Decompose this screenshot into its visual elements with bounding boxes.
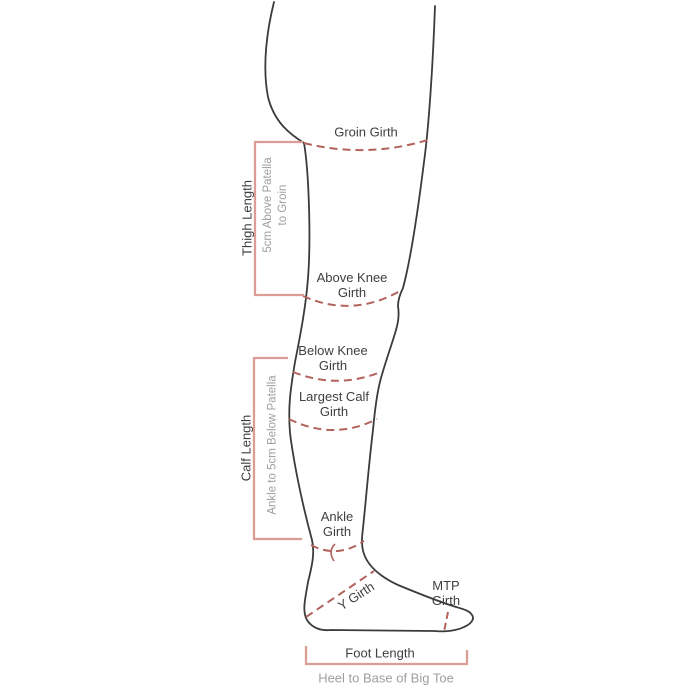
calf-length-sublabel: Ankle to 5cm Below Patella xyxy=(266,375,279,515)
thigh-length-sublabel-line2: to Groin xyxy=(277,184,289,226)
above-knee-girth-label-line2: Girth xyxy=(337,285,367,300)
ankle-mark xyxy=(331,544,335,561)
mtp-girth-line xyxy=(444,612,448,632)
ankle-girth-label-line2: Girth xyxy=(322,524,352,539)
above-knee-girth-label-line1: Above Knee xyxy=(316,270,388,285)
below-knee-girth-label-line1: Below Knee xyxy=(298,343,368,358)
largest-calf-girth-label xyxy=(299,389,369,419)
largest-calf-girth-label-line2: Girth xyxy=(319,404,349,419)
foot-length-label: Foot Length xyxy=(345,645,415,661)
below-knee-girth-label-line2: Girth xyxy=(318,358,348,373)
mtp-girth-label xyxy=(432,578,460,608)
largest-calf-girth-label-line1: Largest Calf xyxy=(298,389,370,404)
ankle-girth-label-line1: Ankle xyxy=(320,509,354,524)
below-knee-girth-line xyxy=(293,372,378,381)
mtp-girth-label-line1: MTP xyxy=(432,578,460,593)
above-knee-girth-label xyxy=(317,270,388,300)
ankle-girth-label xyxy=(321,509,354,539)
foot-length-sublabel: Heel to Base of Big Toe xyxy=(318,670,454,686)
below-knee-girth-label xyxy=(298,343,367,373)
leg-outline xyxy=(265,2,473,631)
groin-girth-label: Groin Girth xyxy=(334,124,398,140)
ankle-girth-line xyxy=(311,541,364,551)
mtp-girth-label-line2: Girth xyxy=(431,593,461,608)
groin-girth-line xyxy=(304,139,431,150)
largest-calf-girth-line xyxy=(289,419,377,430)
thigh-length-sublabel-line1: 5cm Above Patella xyxy=(262,157,274,253)
y-girth-label: Y Girth xyxy=(335,578,377,614)
thigh-length-label: Thigh Length xyxy=(239,180,255,256)
thigh-length-sublabel xyxy=(261,157,291,252)
calf-length-label: Calf Length xyxy=(238,414,254,482)
